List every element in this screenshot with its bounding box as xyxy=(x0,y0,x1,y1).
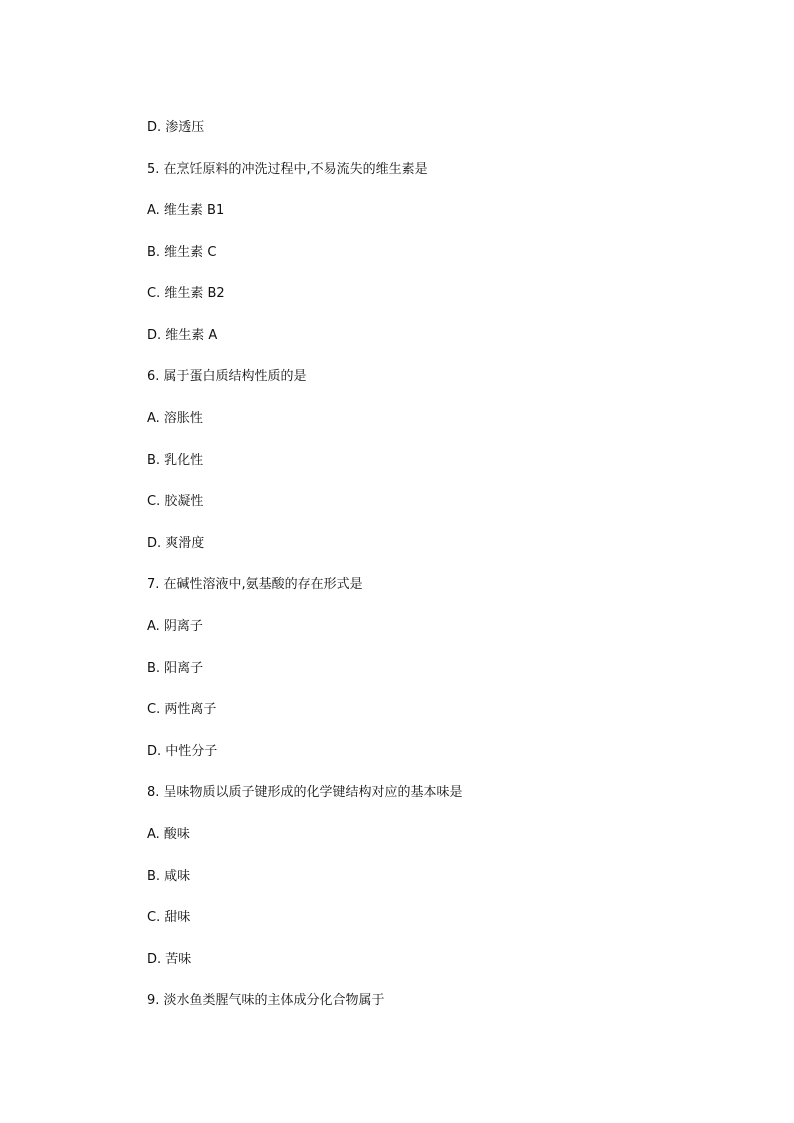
option-d-q6: D. 爽滑度 xyxy=(147,536,205,551)
question-6: 6. 属于蛋白质结构性质的是 xyxy=(147,369,307,384)
option-c-q6: C. 胶凝性 xyxy=(147,494,204,509)
option-b-q8: B. 咸味 xyxy=(147,869,191,884)
question-5: 5. 在烹饪原料的冲洗过程中,不易流失的维生素是 xyxy=(147,162,428,177)
option-c-q8: C. 甜味 xyxy=(147,910,191,925)
option-a-q6: A. 溶胀性 xyxy=(147,411,203,426)
option-a-q8: A. 酸味 xyxy=(147,827,190,842)
option-d-q5: D. 维生素 A xyxy=(147,328,218,343)
question-8: 8. 呈味物质以质子键形成的化学键结构对应的基本味是 xyxy=(147,785,463,800)
question-7: 7. 在碱性溶液中,氨基酸的存在形式是 xyxy=(147,577,363,592)
option-b-q5: B. 维生素 C xyxy=(147,245,217,260)
option-a-q5: A. 维生素 B1 xyxy=(147,203,225,218)
option-d-q7: D. 中性分子 xyxy=(147,744,218,759)
option-b-q6: B. 乳化性 xyxy=(147,453,204,468)
option-c-q5: C. 维生素 B2 xyxy=(147,286,225,301)
option-d-q8: D. 苦味 xyxy=(147,952,192,967)
option-a-q7: A. 阴离子 xyxy=(147,619,203,634)
option-d-q4: D. 渗透压 xyxy=(147,120,205,135)
question-9: 9. 淡水鱼类腥气味的主体成分化合物属于 xyxy=(147,993,385,1008)
option-c-q7: C. 两性离子 xyxy=(147,702,217,717)
option-b-q7: B. 阳离子 xyxy=(147,661,204,676)
